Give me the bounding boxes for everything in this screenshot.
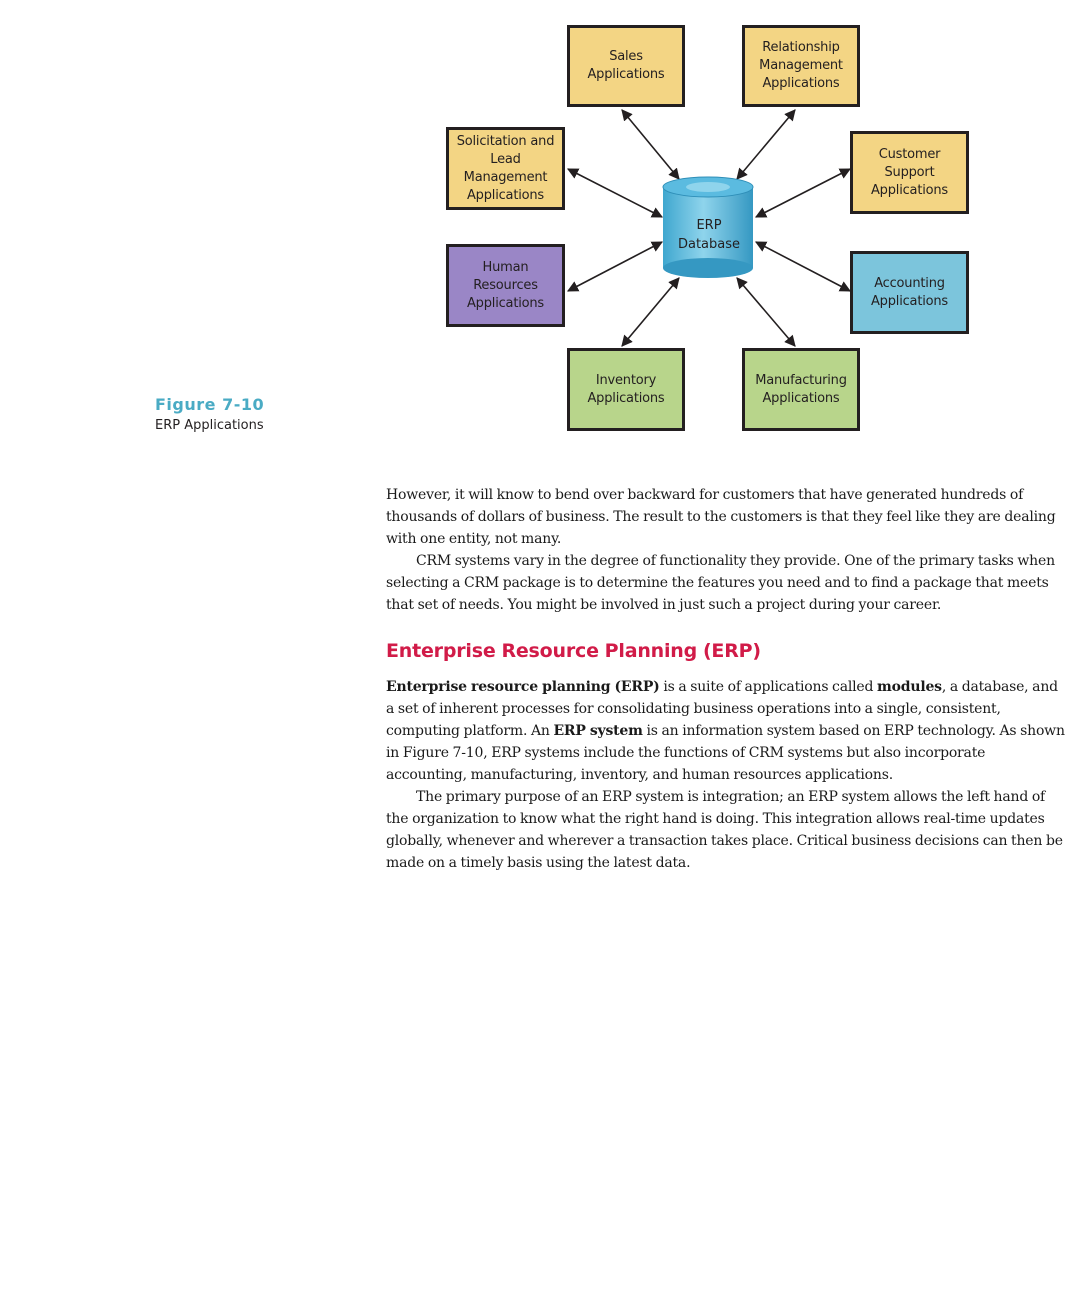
box-line: Applications — [587, 390, 665, 406]
box-line: Relationship — [762, 40, 840, 55]
arrow-accounting — [756, 242, 850, 291]
arrow-customer — [756, 169, 850, 217]
box-line: Applications — [762, 76, 840, 91]
term-erp-system: ERP system — [553, 723, 643, 739]
erp-diagram — [0, 0, 1024, 450]
inventory-box — [567, 348, 685, 431]
relationship-management-box — [742, 25, 860, 107]
box-line: Accounting — [874, 275, 945, 291]
term-erp: Enterprise resource planning (ERP) — [386, 679, 660, 695]
manufacturing-box — [742, 348, 860, 431]
box-line: Management — [759, 58, 843, 73]
box-line: Human — [482, 259, 529, 275]
accounting-box — [850, 251, 969, 334]
box-line: Support — [884, 164, 935, 180]
db-label-line2: Database — [677, 237, 741, 252]
sales-applications-box — [567, 25, 685, 107]
erp-database-label — [664, 216, 754, 254]
paragraph-integration: The primary purpose of an ERP system is integration; an ERP system allows the left hand of the organization to know what the right hand is doing. This integration allows real-time updates globally, whenever and wherever a transaction takes place. Critical business decisions can then be made on a timely basis using the latest data. — [386, 789, 1063, 871]
human-resources-box — [446, 244, 565, 327]
diagram-canvas — [0, 0, 1024, 450]
figure-caption: ERP Applications — [155, 418, 264, 433]
section-heading: Enterprise Resource Planning (ERP) — [386, 640, 761, 662]
text-run: is an information system based on ERP technology. As shown in Figure 7-10, ERP systems include the functions of CRM systems but also incorporate accounting, manufacturing, inventory, and human resources applications. — [386, 723, 1065, 783]
box-line: Manufacturing — [755, 372, 847, 388]
box-line: Sales — [609, 49, 643, 64]
arrow-solicitation — [568, 169, 662, 217]
box-line: Inventory — [595, 372, 657, 388]
customer-support-box — [850, 131, 969, 214]
text-run: is a suite of applications called — [659, 679, 877, 695]
arrow-manufacturing — [737, 278, 795, 346]
body-text — [386, 484, 1066, 874]
box-line: Solicitation and — [456, 133, 555, 149]
paragraph-erp-definition — [386, 676, 1066, 786]
arrow-relationship — [737, 110, 795, 179]
box-line: Applications — [587, 67, 665, 82]
box-line: Applications — [870, 182, 948, 198]
box-line: Management — [463, 169, 548, 185]
box-line: Applications — [870, 293, 948, 309]
arrow-hr — [568, 242, 662, 291]
text-run: , a database, and a set of inherent processes for consolidating business operations into a single, consistent, computing platform. An — [386, 679, 1058, 739]
box-line: Lead — [490, 151, 521, 167]
paragraph-continuation: However, it will know to bend over backward for customers that have generated hundreds of thousands of dollars of business. The result to the customers is that they feel like they are dealing with one entity, not many. — [386, 487, 1056, 547]
solicitation-lead-box — [446, 127, 565, 210]
box-line: Applications — [466, 295, 544, 311]
box-line: Applications — [762, 390, 840, 406]
term-modules: modules — [877, 679, 942, 695]
box-line: Customer — [878, 146, 941, 162]
arrow-sales — [622, 110, 679, 179]
arrow-inventory — [622, 278, 679, 346]
box-line: Resources — [473, 277, 538, 293]
paragraph-crm: CRM systems vary in the degree of functionality they provide. One of the primary tasks when selecting a CRM package is to determine the features you need and to find a package that meets that set of needs. You might be involved in just such a project during your career. — [386, 553, 1055, 613]
box-line: Applications — [466, 187, 544, 203]
db-label-line1: ERP — [696, 218, 722, 233]
figure-number: Figure 7-10 — [155, 395, 265, 414]
